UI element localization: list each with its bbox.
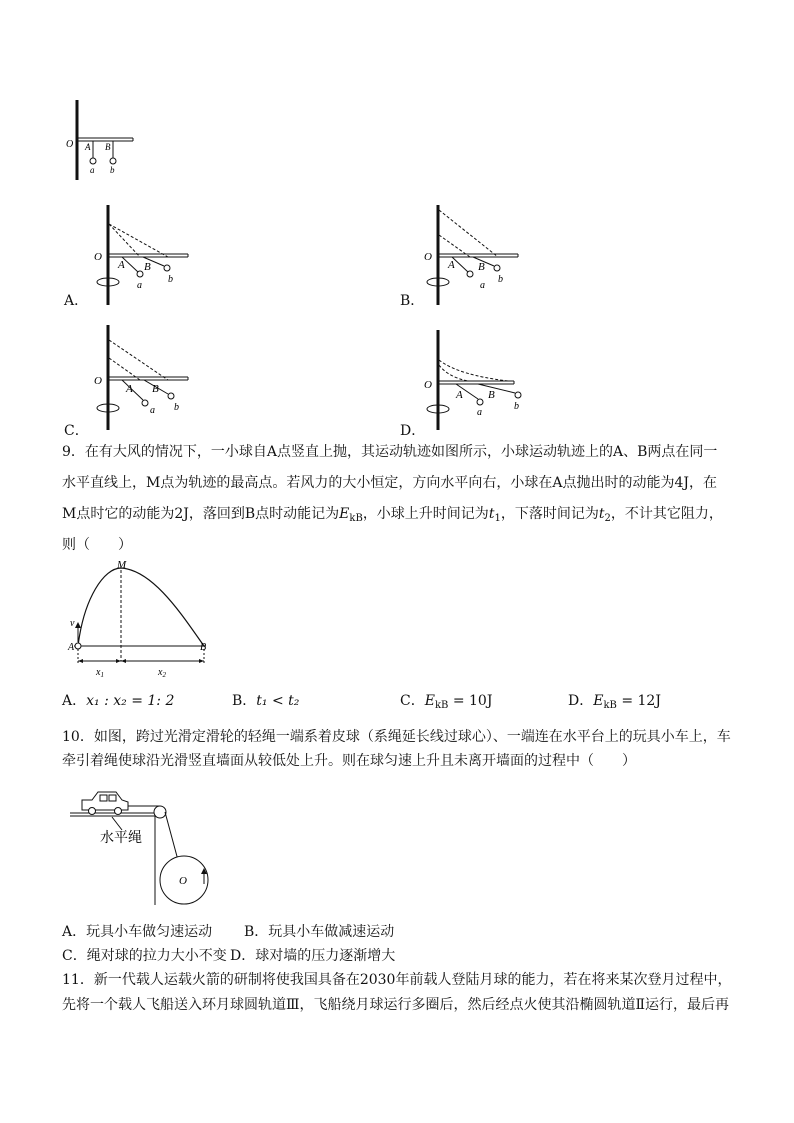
label-b: b xyxy=(168,274,173,285)
q11-line-1: 11．新一代载人运载火箭的研制将使我国具备在2030年前载人登陆月球的能力，若在将来某次登月过程中， xyxy=(62,972,732,988)
q10-option-a[interactable]: A．玩具小车做匀速运动 xyxy=(62,924,213,940)
label-a: a xyxy=(150,405,155,416)
q10-option-b[interactable]: B．玩具小车做减速运动 xyxy=(244,924,395,940)
label-B: B xyxy=(478,261,485,273)
q8-option-b-figure xyxy=(418,200,528,310)
label-O: O xyxy=(424,251,432,263)
label-b: b xyxy=(174,402,179,413)
q9-option-d[interactable]: D．$E_{kB} = 12J$ xyxy=(568,693,661,711)
rope-label: 水平绳 xyxy=(100,831,142,846)
q9-line-2: 水平直线上，M点为轨迹的最高点。若风力的大小恒定，方向水平向右，小球在A点抛出时的动能为4J，在 xyxy=(62,475,717,491)
label-v: v xyxy=(70,618,75,629)
q9-line-4: 则（ ） xyxy=(62,537,132,553)
label-A: A xyxy=(448,259,455,271)
q8-option-d-label[interactable]: D． xyxy=(400,423,426,439)
q9-line-3: M点时它的动能为2J，落回到B点时动能记为$E_{kB}$，小球上升时间记为$t_1$，下落时间记为$t_2$，不计其它阻力， xyxy=(62,506,723,524)
q11-line-2: 先将一个载人飞船送入环月球圆轨道Ⅲ，飞船绕月球运行多圈后，然后经点火使其沿椭圆轨道Ⅱ运行，最后再 xyxy=(62,997,730,1013)
label-O: O xyxy=(179,875,187,887)
q10-option-d[interactable]: D．球对墙的压力逐渐增大 xyxy=(230,948,396,964)
label-O: O xyxy=(66,139,74,150)
label-O: O xyxy=(94,375,102,387)
label-a: a xyxy=(477,407,482,418)
label-O: O xyxy=(94,251,102,263)
label-B: B xyxy=(144,261,151,273)
label-A: A xyxy=(68,642,75,653)
q8-option-c-figure xyxy=(88,320,198,435)
label-x2: $x_2$ xyxy=(158,667,166,679)
label-M: M xyxy=(117,559,127,571)
label-a: a xyxy=(90,165,95,175)
label-A: A xyxy=(118,259,125,271)
q9-option-b[interactable]: B．t₁ < t₂ xyxy=(232,693,300,709)
q9-trajectory-figure xyxy=(64,558,224,683)
fig-q8-setup xyxy=(60,95,150,185)
q8-option-c-label[interactable]: C． xyxy=(64,423,89,439)
q8-option-b-label[interactable]: B． xyxy=(400,293,425,309)
label-B: B xyxy=(488,389,495,401)
label-a: a xyxy=(137,280,142,291)
label-B: B xyxy=(105,142,111,152)
q8-option-a-figure xyxy=(88,200,198,310)
q10-pulley-figure xyxy=(68,780,218,910)
label-b: b xyxy=(110,165,115,175)
label-x1: $x_1$ xyxy=(96,667,104,679)
q10-option-c[interactable]: C．绳对球的拉力大小不变 xyxy=(62,948,227,964)
q10-line-2: 牵引着绳使球沿光滑竖直墙面从较低处上升。则在球匀速上升且未离开墙面的过程中（ ） xyxy=(62,753,636,769)
q10-line-1: 10．如图，跨过光滑定滑轮的轻绳一端系着皮球（系绳延长线过球心）、一端连在水平台上的玩具小车上，车 xyxy=(62,729,731,745)
label-b: b xyxy=(514,401,519,412)
label-B: B xyxy=(200,642,207,653)
q9-option-c[interactable]: C．$E_{kB} = 10J$ xyxy=(400,693,493,711)
label-a: a xyxy=(480,280,485,291)
label-B: B xyxy=(152,383,159,395)
label-b: b xyxy=(498,274,503,285)
q8-option-d-figure xyxy=(418,325,533,435)
q9-line-1: 9．在有大风的情况下，一小球自A点竖直上抛，其运动轨迹如图所示，小球运动轨迹上的A、B两点在同一 xyxy=(62,444,718,460)
label-A: A xyxy=(126,383,133,395)
q9-option-a[interactable]: A．x₁ : x₂ = 1: 2 xyxy=(62,693,175,709)
label-A: A xyxy=(85,142,91,152)
q8-option-a-label[interactable]: A． xyxy=(64,293,89,309)
label-O: O xyxy=(424,379,432,391)
label-A: A xyxy=(456,389,463,401)
